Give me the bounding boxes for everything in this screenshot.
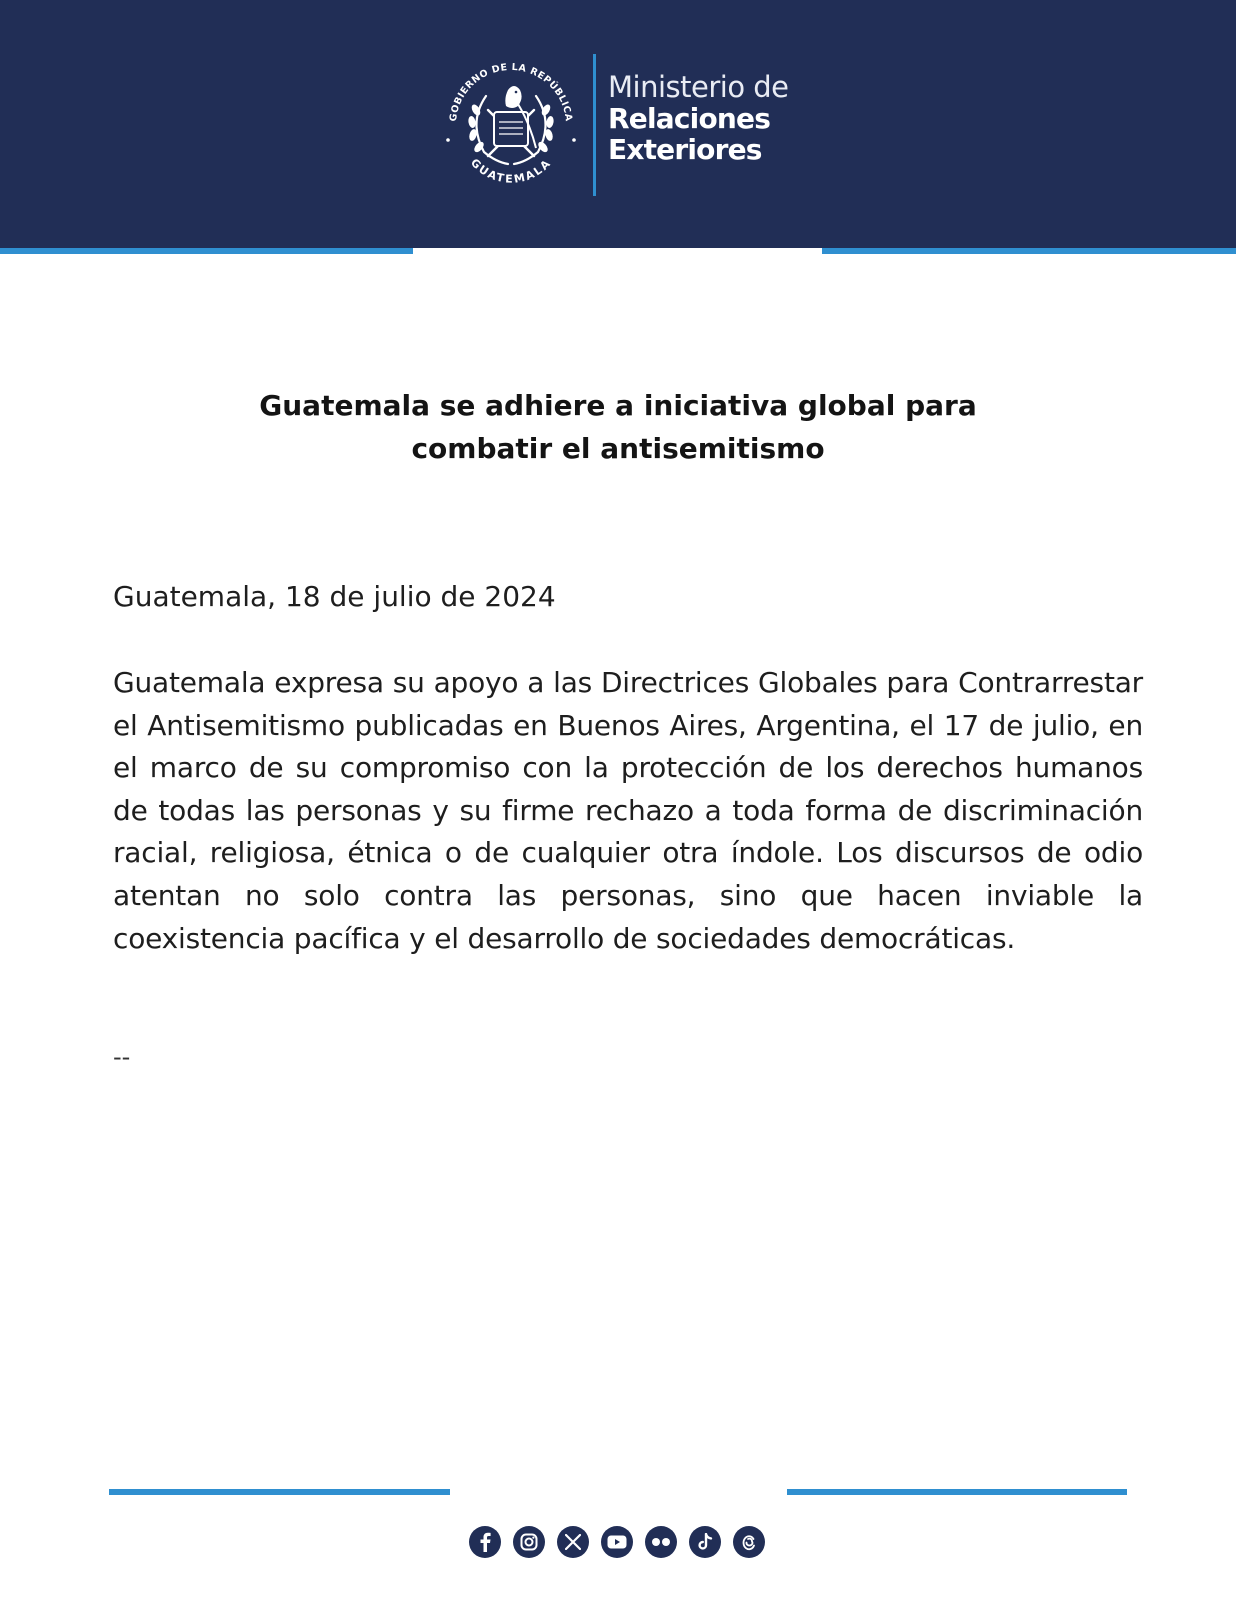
svg-text:GUATEMALA: GUATEMALA [467, 156, 555, 186]
x-icon[interactable] [557, 1526, 589, 1558]
facebook-icon[interactable] [469, 1526, 501, 1558]
flickr-icon[interactable] [645, 1526, 677, 1558]
body-paragraph: Guatemala expresa su apoyo a las Directrices Globales para Contrarrestar el Antisemitismo publicadas en Buenos Aires, Argentina, el 17 de julio, en el marco de su compromiso con la protección de los derechos humanos de todas las personas y su firme rechazo a toda forma de discriminación racial, religiosa, étnica o de cualquier otra índole. Los discursos de odio atentan no solo contra las personas, sino que hacen inviable la coexistencia pacífica y el desarrollo de sociedades democráticas. [113, 666, 1143, 955]
header-banner [0, 0, 1236, 248]
end-separator: -- [113, 1043, 131, 1071]
header-accent-left [0, 248, 413, 254]
header-accent-right [822, 248, 1236, 254]
youtube-icon[interactable] [601, 1526, 633, 1558]
title-line-1: Guatemala se adhiere a iniciativa global para [259, 389, 977, 422]
guatemala-coat-of-arms-seal [438, 52, 584, 198]
brand-line-relaciones: Relaciones [608, 102, 771, 135]
brand-divider [593, 54, 596, 196]
title-line-2: combatir el antisemitismo [411, 432, 825, 465]
brand-line-exteriores: Exteriores [608, 133, 762, 166]
tiktok-icon[interactable] [689, 1526, 721, 1558]
brand-line-ministerio: Ministerio de [608, 70, 789, 104]
footer-line-right [787, 1489, 1127, 1495]
instagram-icon[interactable] [513, 1526, 545, 1558]
threads-icon[interactable] [733, 1526, 765, 1558]
press-release-title [113, 384, 1123, 470]
ministry-wordmark [608, 72, 789, 165]
social-media-icons [469, 1526, 765, 1558]
svg-text:GOBIERNO DE LA REPÚBLICA: GOBIERNO DE LA REPÚBLICA [448, 61, 574, 123]
dateline: Guatemala, 18 de julio de 2024 [113, 580, 556, 613]
footer-line-left [109, 1489, 450, 1495]
